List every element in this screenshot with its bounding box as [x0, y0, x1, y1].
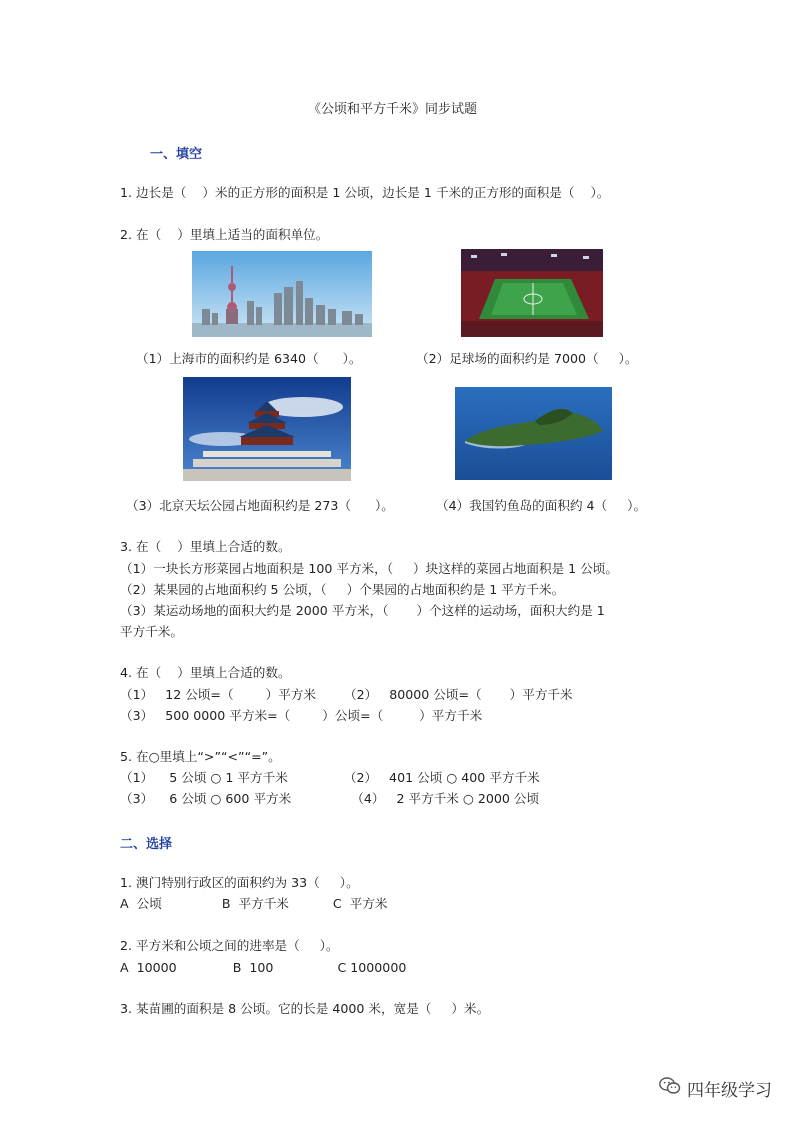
question-3-item-1: （1）一块长方形菜园占地面积是 100 平方米，（ ）块这样的菜园占地面积是 1 公顷。: [120, 561, 618, 576]
question-5: 5. 在○里填上“>”“<”“=”。: [120, 749, 281, 764]
diaoyu-island-image: [455, 387, 612, 480]
question-3-item-2: （2）某果园的占地面积约 5 公顷，（ ）个果园的占地面积约是 1 平方千米。: [120, 582, 565, 597]
question-2: 2. 在（ ）里填上适当的面积单位。: [120, 227, 329, 242]
question-3: 3. 在（ ）里填上合适的数。: [120, 539, 291, 554]
football-stadium-image: [461, 249, 603, 337]
watermark-text: 四年级学习: [687, 1081, 772, 1101]
temple-of-heaven-image: [183, 377, 351, 481]
question-4-row-2: （3） 500 0000 平方米=（ ）公顷=（ ）平方千米: [120, 708, 483, 723]
choice-question-1-options: A 公顷 B 平方千米 C 平方米: [120, 896, 388, 911]
question-5-row-1: （1） 5 公顷 ○ 1 平方千米 （2） 401 公顷 ○ 400 平方千米: [120, 770, 540, 785]
question-5-row-2: （3） 6 公顷 ○ 600 平方米 （4） 2 平方千米 ○ 2000 公顷: [120, 791, 540, 806]
wechat-icon: [659, 1077, 681, 1100]
section-heading-fill: 一、填空: [150, 147, 203, 162]
choice-question-2-options: A 10000 B 100 C 1000000: [120, 960, 407, 975]
choice-question-1: 1. 澳门特别行政区的面积约为 33（ ）。: [120, 875, 359, 890]
question-2-item-3: （3）北京天坛公园占地面积约是 273（ ）。: [126, 498, 394, 513]
question-1: 1. 边长是（ ）米的正方形的面积是 1 公顷，边长是 1 千米的正方形的面积是（ ）。: [120, 185, 610, 200]
question-2-item-2: （2）足球场的面积约是 7000（ ）。: [416, 351, 638, 366]
watermark: [659, 1076, 772, 1101]
question-3-item-3: （3）某运动场地的面积大约是 2000 平方米，（ ）个这样的运动场，面积大约是 1: [120, 603, 605, 618]
page-title: 《公顷和平方千米》同步试题: [308, 102, 478, 117]
question-4: 4. 在（ ）里填上合适的数。: [120, 665, 291, 680]
choice-question-3: 3. 某苗圃的面积是 8 公顷。它的长是 4000 米，宽是（ ）米。: [120, 1001, 490, 1016]
question-3-item-3-cont: 平方千米。: [120, 624, 183, 639]
choice-question-2: 2. 平方米和公顷之间的进率是（ ）。: [120, 938, 339, 953]
question-2-item-4: （4）我国钓鱼岛的面积约 4（ ）。: [436, 498, 647, 513]
question-4-row-1: （1） 12 公顷=（ ）平方米 （2） 80000 公顷=（ ）平方千米: [120, 687, 573, 702]
shanghai-skyline-image: [192, 251, 372, 337]
section-heading-choice: 二、选择: [120, 837, 173, 852]
question-2-item-1: （1）上海市的面积约是 6340（ ）。: [136, 351, 362, 366]
